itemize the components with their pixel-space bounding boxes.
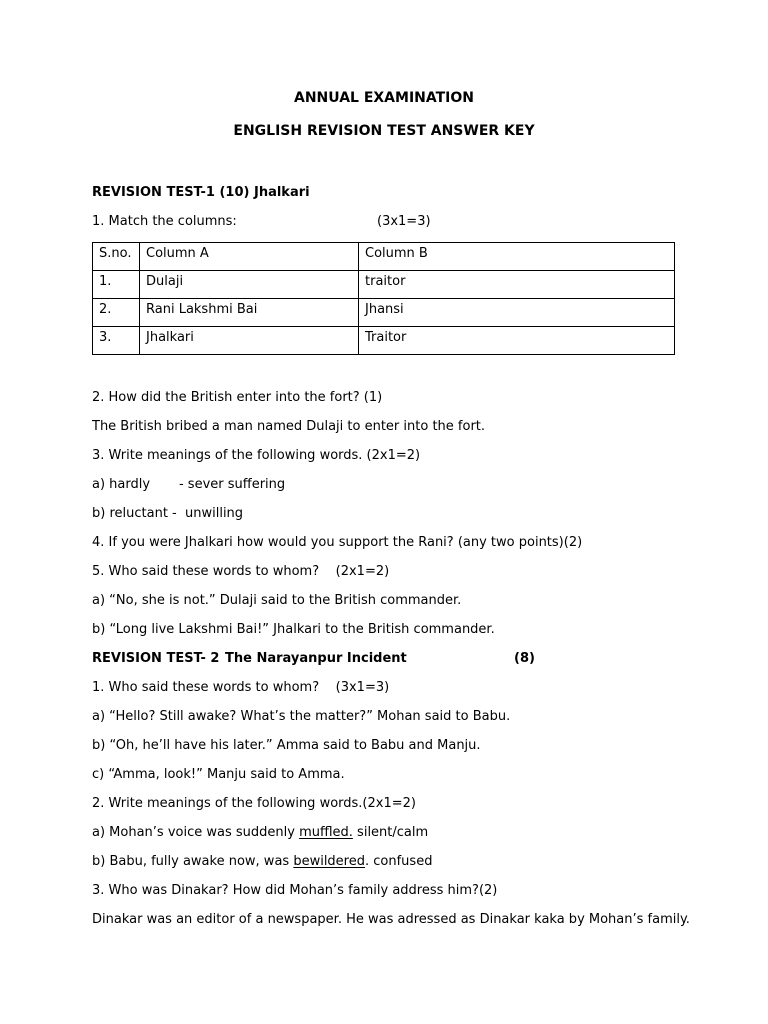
text-line — [92, 854, 432, 870]
table-cell: 2. — [93, 299, 140, 327]
text-line: a) “No, she is not.” Dulaji said to the British commander. — [92, 593, 462, 608]
page-title: ANNUAL EXAMINATION — [293, 90, 474, 106]
table-header-cell: Column A — [140, 243, 359, 271]
table-cell: 3. — [93, 327, 140, 355]
text-line: Dinakar was an editor of a newspaper. He was adressed as Dinakar kaka by Mohan’s family. — [92, 912, 690, 927]
underlined-word: bewildered — [293, 854, 365, 869]
text-line — [92, 825, 428, 841]
text-line: 3. Write meanings of the following words. (2x1=2) — [92, 448, 421, 463]
match-columns-table — [92, 242, 675, 355]
table-cell: Dulaji — [140, 271, 359, 299]
revision-test-1-heading: REVISION TEST-1 (10) Jhalkari — [92, 185, 310, 200]
match-columns-question: 1. Match the columns: — [92, 214, 237, 229]
revision-test-2-title: The Narayanpur Incident — [225, 651, 407, 666]
revision-test-2-heading: REVISION TEST- 2 — [92, 651, 220, 666]
table-row — [93, 271, 675, 299]
text-line: The British bribed a man named Dulaji to enter into the fort. — [92, 419, 486, 434]
underlined-word: muffled. — [299, 825, 353, 840]
text-line: 2. How did the British enter into the fort? (1) — [92, 390, 383, 405]
text-line: a) hardly - sever suffering — [92, 477, 286, 492]
text-fragment: . confused — [365, 854, 433, 869]
text-fragment: silent/calm — [352, 825, 429, 840]
table-header-cell: Column B — [359, 243, 675, 271]
page-subtitle: ENGLISH REVISION TEST ANSWER KEY — [233, 123, 535, 139]
text-line: 3. Who was Dinakar? How did Mohan’s family address him?(2) — [92, 883, 498, 898]
text-fragment: a) Mohan’s voice was suddenly — [92, 825, 300, 840]
table-cell: Traitor — [359, 327, 675, 355]
text-line: b) “Oh, he’ll have his later.” Amma said to Babu and Manju. — [92, 738, 481, 753]
table-cell: Jhalkari — [140, 327, 359, 355]
table-cell: Jhansi — [359, 299, 675, 327]
revision-test-2-marks: (8) — [514, 651, 535, 666]
text-line: 1. Who said these words to whom? (3x1=3) — [92, 680, 390, 695]
text-line: 4. If you were Jhalkari how would you support the Rani? (any two points)(2) — [92, 535, 583, 550]
text-line: 2. Write meanings of the following words.(2x1=2) — [92, 796, 416, 811]
table-header-row — [93, 243, 675, 271]
table-header-cell: S.no. — [93, 243, 140, 271]
text-line: b) reluctant - unwilling — [92, 506, 244, 521]
table-row — [93, 327, 675, 355]
text-line: c) “Amma, look!” Manju said to Amma. — [92, 767, 345, 782]
table-cell: 1. — [93, 271, 140, 299]
text-line: 5. Who said these words to whom? (2x1=2) — [92, 564, 390, 579]
text-fragment: b) Babu, fully awake now, was — [92, 854, 294, 869]
match-columns-marks: (3x1=3) — [377, 214, 431, 229]
table-cell: traitor — [359, 271, 675, 299]
text-line: b) “Long live Lakshmi Bai!” Jhalkari to the British commander. — [92, 622, 495, 637]
table-cell: Rani Lakshmi Bai — [140, 299, 359, 327]
table-row — [93, 299, 675, 327]
text-line: a) “Hello? Still awake? What’s the matter?” Mohan said to Babu. — [92, 709, 511, 724]
